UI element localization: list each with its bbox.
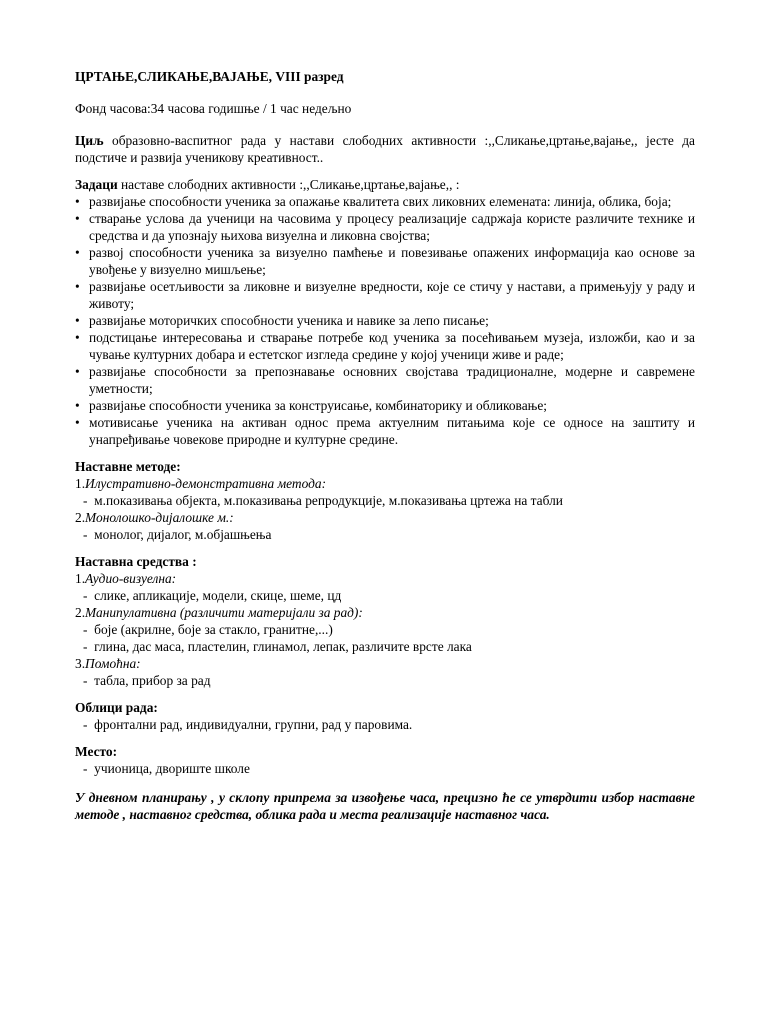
method-1-item: - м.показивања објекта, м.показивања репродукције, м.показивања цртежа на табли bbox=[75, 492, 695, 509]
means-1-number: 1. bbox=[75, 571, 86, 586]
list-item: • подстицање интересовања и стварање потребе код ученика за посећивањем музеја, изложби, као и за чување културних добара и естетског изгледа средине у којој ученици живе и раде; bbox=[75, 329, 695, 363]
method-2-name: Монолошко-дијалошке м.: bbox=[85, 510, 234, 525]
list-item: • развијање осетљивости за ликовне и визуелне вредности, које се стичу у настави, а примењују у раду и животу; bbox=[75, 278, 695, 312]
means-2-name: Манипулативна (различити материјали за рад): bbox=[85, 605, 363, 620]
spacer bbox=[75, 733, 695, 743]
method-2-item: - монолог, дијалог, м.објашњења bbox=[75, 526, 695, 543]
means-2-item-1: - боје (акрилне, боје за стакло, гранитне,...) bbox=[75, 621, 695, 638]
tasks-text: наставе слободних активности :,,Сликање,цртање,вајање,, : bbox=[117, 177, 460, 192]
list-item: • развијање способности ученика за опажање квалитета свих ликовних елемената: линија, облика, боја; bbox=[75, 193, 695, 210]
goal-label: Циљ bbox=[75, 133, 104, 148]
list-item: • развој способности ученика за визуелно памћење и повезивање опажених информација као основе за увођење у визуелно мишљење; bbox=[75, 244, 695, 278]
method-2-number: 2. bbox=[75, 510, 86, 525]
means-3-item: - табла, прибор за рад bbox=[75, 672, 695, 689]
tasks-intro bbox=[75, 176, 695, 193]
work-forms-heading: Облици рада: bbox=[75, 700, 158, 715]
list-item: • стварање услова да ученици на часовима у процесу реализације садржаја користе различите технике и средства и да упознају њихова визуелна и ликовна својства; bbox=[75, 210, 695, 244]
list-item: • развијање способности ученика за конструисање, комбинаторику и обликовање; bbox=[75, 397, 695, 414]
work-forms-item: - фронтални рад, индивидуални, групни, рад у паровима. bbox=[75, 716, 695, 733]
goal-text: образовно-васпитног рада у настави слободних активности :,,Сликање,цртање,вајање,, јесте да подстиче и развија ученикову креативност.. bbox=[75, 133, 695, 165]
spacer bbox=[75, 543, 695, 553]
means-1-name: Аудио-визуелна: bbox=[85, 571, 177, 586]
method-2 bbox=[75, 509, 695, 526]
list-item: • мотивисање ученика на активан однос према актуелним питањима које се односе на заштиту и унапређивање човекове природне и културне средине. bbox=[75, 414, 695, 448]
tasks-list bbox=[75, 193, 695, 448]
list-item: • развијање способности за препознавање основних својстава традиционалне, модерне и савремене уметности; bbox=[75, 363, 695, 397]
hours-fund: Фонд часова:34 часова годишње / 1 час недељно bbox=[75, 101, 352, 116]
method-1 bbox=[75, 475, 695, 492]
means-heading: Наставна средства : bbox=[75, 554, 197, 569]
means-3-name: Помоћна: bbox=[85, 656, 141, 671]
spacer bbox=[75, 166, 695, 176]
document-title: ЦРТАЊЕ,СЛИКАЊЕ,ВАЈАЊЕ, VIII разред bbox=[75, 69, 344, 84]
closing-note: У дневном планирању , у склопу припрема за извођење часа, прецизно ће се утврдити избор наставне методе , наставног средства, облика рада и места реализације наставног часа. bbox=[75, 790, 695, 822]
methods-heading: Наставне методе: bbox=[75, 459, 181, 474]
place-heading: Место: bbox=[75, 744, 118, 759]
means-2-item-2: - глина, дас маса, пластелин, глинамол, лепак, различите врсте лака bbox=[75, 638, 695, 655]
method-1-number: 1. bbox=[75, 476, 86, 491]
means-1 bbox=[75, 570, 695, 587]
means-2-number: 2. bbox=[75, 605, 86, 620]
means-3 bbox=[75, 655, 695, 672]
means-1-item: - слике, апликације, модели, скице, шеме, цд bbox=[75, 587, 695, 604]
method-1-name: Илустративно-демонстративна метода: bbox=[85, 476, 327, 491]
means-3-number: 3. bbox=[75, 656, 86, 671]
tasks-label: Задаци bbox=[75, 177, 118, 192]
spacer bbox=[75, 448, 695, 458]
list-item: • развијање моторичких способности ученика и навике за лепо писање; bbox=[75, 312, 695, 329]
spacer bbox=[75, 689, 695, 699]
means-2 bbox=[75, 604, 695, 621]
document-page bbox=[75, 68, 695, 823]
spacer bbox=[75, 117, 695, 132]
goal-paragraph bbox=[75, 132, 695, 166]
place-item: - учионица, двориште школе bbox=[75, 760, 695, 777]
